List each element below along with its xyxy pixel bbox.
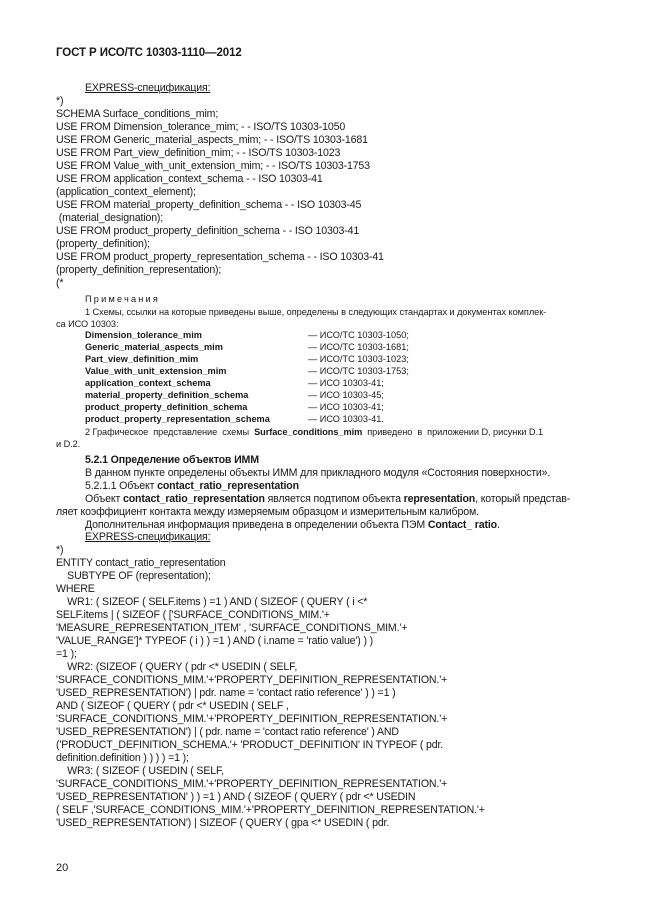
code-line: 'SURFACE_CONDITIONS_MIM.'+'PROPERTY_DEFINITION_REPRESENTATION.'+ [56, 674, 448, 686]
code-line: SUBTYPE OF (representation); [56, 570, 211, 582]
code-line: *) [56, 95, 64, 107]
code-line: 'USED_REPRESENTATION') | pdr. name = 'contact ratio reference' ) ) =1 ) [56, 687, 396, 699]
code-line: WR2: (SIZEOF ( QUERY ( pdr <* USEDIN ( SELF, [56, 661, 298, 673]
subsection-entity: contact_ratio_representation [157, 480, 299, 492]
code-line: *) [56, 544, 64, 556]
code-line: 'MEASURE_REPRESENTATION_ITEM' , 'SURFACE_CONDITIONS_MIM.'+ [56, 622, 408, 634]
subsection-heading [85, 480, 299, 493]
code-line: definition.definition ) ) ) ) =1 ); [56, 752, 189, 764]
code-line: (* [56, 277, 64, 289]
section-heading: 5.2.1 Определение объектов ИММ [85, 454, 259, 466]
code-line: SELF.items | ( SIZEOF ( ['SURFACE_CONDITIONS_MIM.'+ [56, 609, 330, 621]
note2-line1 [85, 426, 543, 439]
code-line: USE FROM material_property_definition_schema - - ISO 10303-45 [56, 199, 362, 211]
table-row-ref: — ИСО 10303-41. [308, 414, 384, 424]
text: Объект [85, 493, 123, 505]
entity-name: Contact_ ratio [427, 519, 497, 531]
code-line: USE FROM Part_view_definition_mim; - - ISO/TS 10303-1023 [56, 147, 341, 159]
code-line: 'USED_REPRESENTATION') | ( pdr. name = 'contact ratio reference' ) AND [56, 726, 399, 738]
table-row-name: product_property_representation_schema [85, 414, 270, 424]
code-line: SCHEMA Surface_conditions_mim; [56, 108, 219, 120]
table-row-ref: — ИСО 10303-41; [308, 402, 384, 412]
subsection-number: 5.2.1.1 Объект [85, 480, 158, 492]
text: , который представ- [475, 493, 571, 505]
table-row-name: Value_with_unit_extension_mim [85, 366, 227, 376]
entity-name: contact_ratio_representation [122, 493, 265, 505]
code-line: USE FROM product_property_representation_schema - - ISO 10303-41 [56, 251, 384, 263]
note2-text: приведено в приложении D, рисунки D.1 [362, 427, 544, 437]
code-line: WR3: ( SIZEOF ( USEDIN ( SELF, [56, 765, 224, 777]
code-line: 'SURFACE_CONDITIONS_MIM.'+'PROPERTY_DEFINITION_REPRESENTATION.'+ [56, 713, 448, 725]
note1-line1: 1 Схемы, ссылки на которые приведены выше, определены в следующих стандартах и документах комплек- [85, 307, 547, 317]
code-line: USE FROM Generic_material_aspects_mim; - - ISO/TS 10303-1681 [56, 134, 368, 146]
text: Дополнительная информация приведена в определении объекта ПЭМ [85, 519, 428, 531]
code-line: ( SELF ,'SURFACE_CONDITIONS_MIM.'+'PROPERTY_DEFINITION_REPRESENTATION.'+ [56, 804, 485, 816]
table-row-ref: — ИСО/ТС 10303-1023; [308, 354, 409, 364]
code-line: ('PRODUCT_DEFINITION_SCHEMA.'+ 'PRODUCT_DEFINITION' IN TYPEOF ( pdr. [56, 739, 444, 751]
code-line: USE FROM product_property_definition_schema - - ISO 10303-41 [56, 225, 360, 237]
code-line: WR1: ( SIZEOF ( SELF.items ) =1 ) AND ( SIZEOF ( QUERY ( i <* [56, 596, 368, 608]
table-row-ref: — ИСО/ТС 10303-1753; [308, 366, 409, 376]
code-line: WHERE [56, 583, 95, 595]
code-line: USE FROM application_context_schema - - ISO 10303-41 [56, 173, 323, 185]
code-line: 'SURFACE_CONDITIONS_MIM.'+'PROPERTY_DEFINITION_REPRESENTATION.'+ [56, 778, 448, 790]
note2-text: 2 Графическое представление схемы [85, 427, 255, 437]
code-line: 'VALUE_RANGE']* TYPEOF ( i ) ) =1 ) AND ( i.name = 'ratio value') ) ) [56, 635, 374, 647]
text: . [496, 519, 500, 531]
code-line: USE FROM Value_with_unit_extension_mim; - - ISO/TS 10303-1753 [56, 160, 370, 172]
paragraph-1-line2: ляет коэффициент контакта между измеряемым образцом и измерительным калибром. [56, 506, 479, 518]
code-line: ENTITY contact_ratio_representation [56, 557, 226, 569]
text: является подтипом объекта [264, 493, 404, 505]
notes-heading: Примечания [85, 294, 161, 304]
note2-line2: и D.2. [56, 439, 81, 449]
table-row-ref: — ИСО/ТС 10303-1050; [308, 330, 409, 340]
document-header: ГОСТ Р ИСО/ТС 10303-1110—2012 [56, 47, 242, 59]
table-row-name: application_context_schema [85, 378, 211, 388]
entity-name: representation [403, 493, 476, 505]
section-intro: В данном пункте определены объекты ИММ для прикладного модуля «Состояния поверхности». [85, 467, 551, 479]
table-row-name: material_property_definition_schema [85, 390, 249, 400]
table-row-ref: — ИСО 10303-41; [308, 378, 384, 388]
table-row-name: product_property_definition_schema [85, 402, 248, 412]
page-number: 20 [56, 862, 69, 874]
code-line: (property_definition_representation); [56, 264, 222, 276]
table-row-name: Part_view_definition_mim [85, 354, 199, 364]
table-row-ref: — ИСО 10303-45; [308, 390, 384, 400]
express-spec-label: EXPRESS-спецификация: [85, 82, 211, 94]
code-line: (material_designation); [56, 212, 164, 224]
code-line: AND ( SIZEOF ( QUERY ( pdr <* USEDIN ( SELF , [56, 700, 289, 712]
code-line: 'USED_REPRESENTATION' ) ) =1 ) AND ( SIZEOF ( QUERY ( pdr <* USEDIN [56, 791, 416, 803]
table-row-name: Dimension_tolerance_mim [85, 330, 202, 340]
express-spec-label: EXPRESS-спецификация: [85, 531, 211, 543]
note2-schema-name: Surface_conditions_mim [254, 427, 363, 437]
code-line: (application_context_element); [56, 186, 196, 198]
code-line: (property_definition); [56, 238, 150, 250]
code-line: =1 ); [56, 648, 77, 660]
paragraph-1-line1 [85, 493, 570, 506]
table-row-name: Generic_material_aspects_mim [85, 342, 223, 352]
code-line: 'USED_REPRESENTATION') | SIZEOF ( QUERY ( gpa <* USEDIN ( pdr. [56, 817, 390, 829]
code-line: USE FROM Dimension_tolerance_mim; - - ISO/TS 10303-1050 [56, 121, 346, 133]
table-row-ref: — ИСО/ТС 10303-1681; [308, 342, 409, 352]
note1-line2: са ИСО 10303: [56, 319, 119, 329]
